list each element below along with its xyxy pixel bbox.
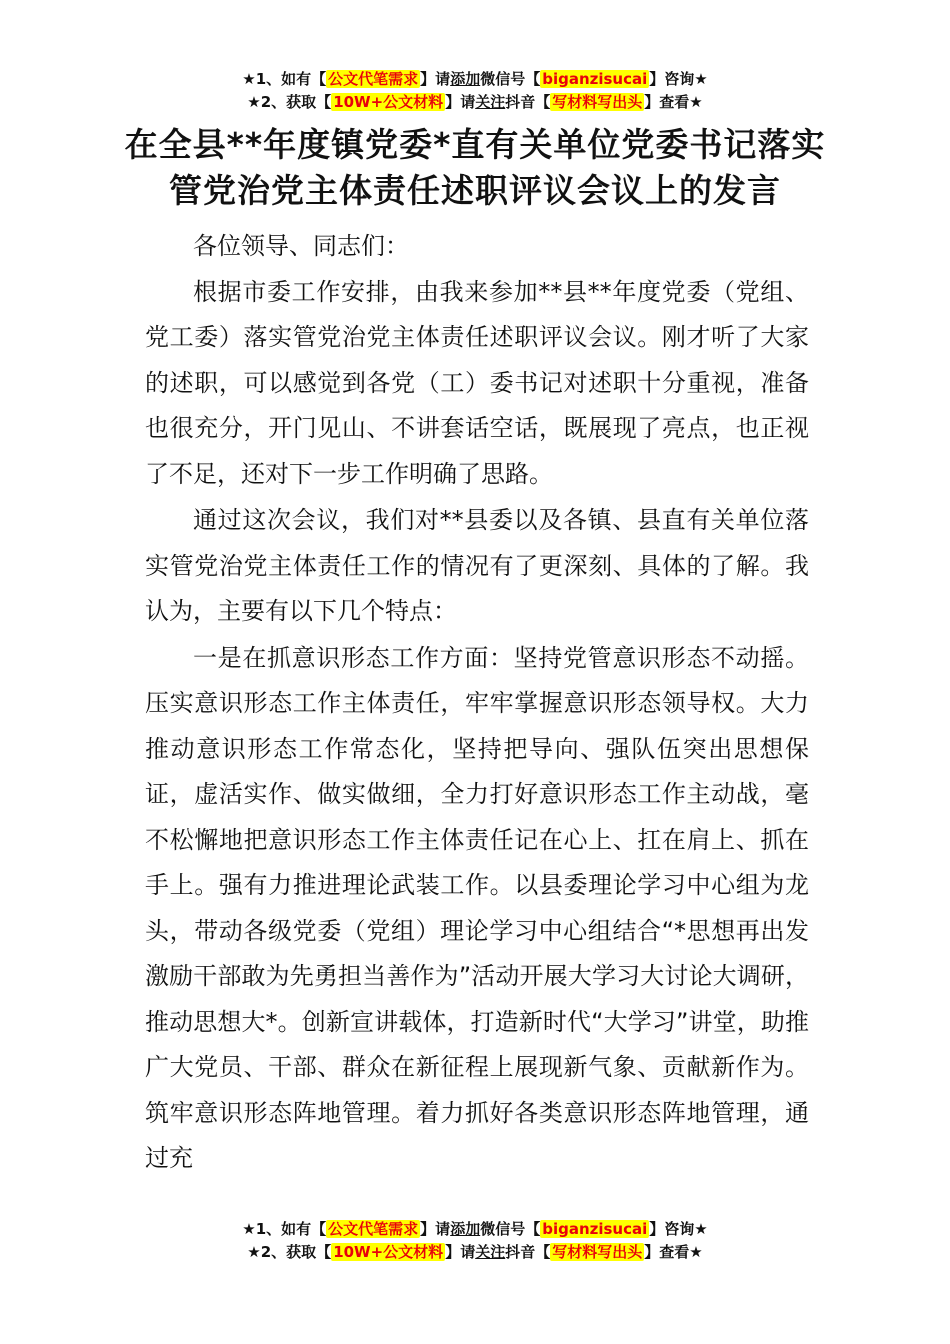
- banner-text: 】查看★: [644, 1243, 703, 1261]
- banner-text: 】咨询★: [649, 1220, 708, 1238]
- underlined-text: 关注: [475, 93, 506, 111]
- banner-text: 微信号【: [480, 1220, 541, 1238]
- banner-text: ★1、如有【: [242, 70, 327, 88]
- highlight-wechat-id: biganzisucai: [542, 1220, 648, 1238]
- highlight-service: 公文代笔需求: [328, 1220, 419, 1238]
- banner-text: 微信号【: [480, 70, 541, 88]
- document-title: 在全县**年度镇党委*直有关单位党委书记落实管党治党主体责任述职评议会议上的发言: [124, 125, 826, 210]
- body-paragraph: 通过这次会议，我们对**县委以及各镇、县直有关单位落实管党治党主体责任工作的情况有了更深刻、具体的了解。我认为，主要有以下几个特点：: [145, 506, 809, 625]
- banner-text: ★2、获取【: [247, 93, 332, 111]
- highlight-wechat-id: biganzisucai: [542, 70, 648, 88]
- banner-text: 】请: [445, 93, 476, 111]
- banner-text: ★2、获取【: [247, 1243, 332, 1261]
- bottom-banner-line-2: [0, 1241, 950, 1264]
- highlight-materials: 10W+公文材料: [333, 93, 444, 111]
- underlined-text: 关注: [475, 1243, 506, 1261]
- bottom-banner-line-1: [0, 1218, 950, 1241]
- body-paragraph: 一是在抓意识形态工作方面：坚持党管意识形态不动摇。压实意识形态工作主体责任，牢牢掌握意识形态领导权。大力推动意识形态工作常态化，坚持把导向、强队伍突出思想保证，虚活实作、做实做细，全力打好意识形态工作主动战，毫不松懈地把意识形态工作主体责任记在心上、扛在肩上、抓在手上。强有力推进理论武装工作。以县委理论学习中心组为龙头，带动各级党委（党组）理论学习中心组结合“*思想再出发激励干部敢为先勇担当善作为”活动开展大学习大讨论大调研，推动思想大*。创新宣讲载体，打造新时代“大学习”讲堂，助推广大党员、干部、群众在新征程上展现新气象、贡献新作为。筑牢意识形态阵地管理。着力抓好各类意识形态阵地管理，通过充: [145, 643, 809, 1172]
- banner-text: 】咨询★: [649, 70, 708, 88]
- underlined-text: 添加: [450, 1220, 481, 1238]
- top-banner: [0, 68, 950, 114]
- banner-text: 抖音【: [505, 1243, 551, 1261]
- highlight-douyin: 写材料写出头: [552, 1243, 643, 1261]
- banner-text: 抖音【: [505, 93, 551, 111]
- highlight-douyin: 写材料写出头: [552, 93, 643, 111]
- highlight-service: 公文代笔需求: [328, 70, 419, 88]
- body-paragraph: 根据市委工作安排，由我来参加**县**年度党委（党组、党工委）落实管党治党主体责任述职评议会议。刚才听了大家的述职，可以感觉到各党（工）委书记对述职十分重视，准备也很充分，开门见山、不讲套话空话，既展现了亮点，也正视了不足，还对下一步工作明确了思路。: [145, 277, 809, 488]
- banner-text: 】请: [445, 1243, 476, 1261]
- document-body: [145, 224, 809, 1183]
- banner-text: ★1、如有【: [242, 1220, 327, 1238]
- banner-text: 】请: [420, 70, 451, 88]
- underlined-text: 添加: [450, 70, 481, 88]
- banner-text: 】查看★: [644, 93, 703, 111]
- top-banner-line-2: [0, 91, 950, 114]
- highlight-materials: 10W+公文材料: [333, 1243, 444, 1261]
- banner-text: 】请: [420, 1220, 451, 1238]
- greeting-paragraph: 各位领导、同志们：: [193, 232, 409, 260]
- top-banner-line-1: [0, 68, 950, 91]
- bottom-banner: [0, 1218, 950, 1264]
